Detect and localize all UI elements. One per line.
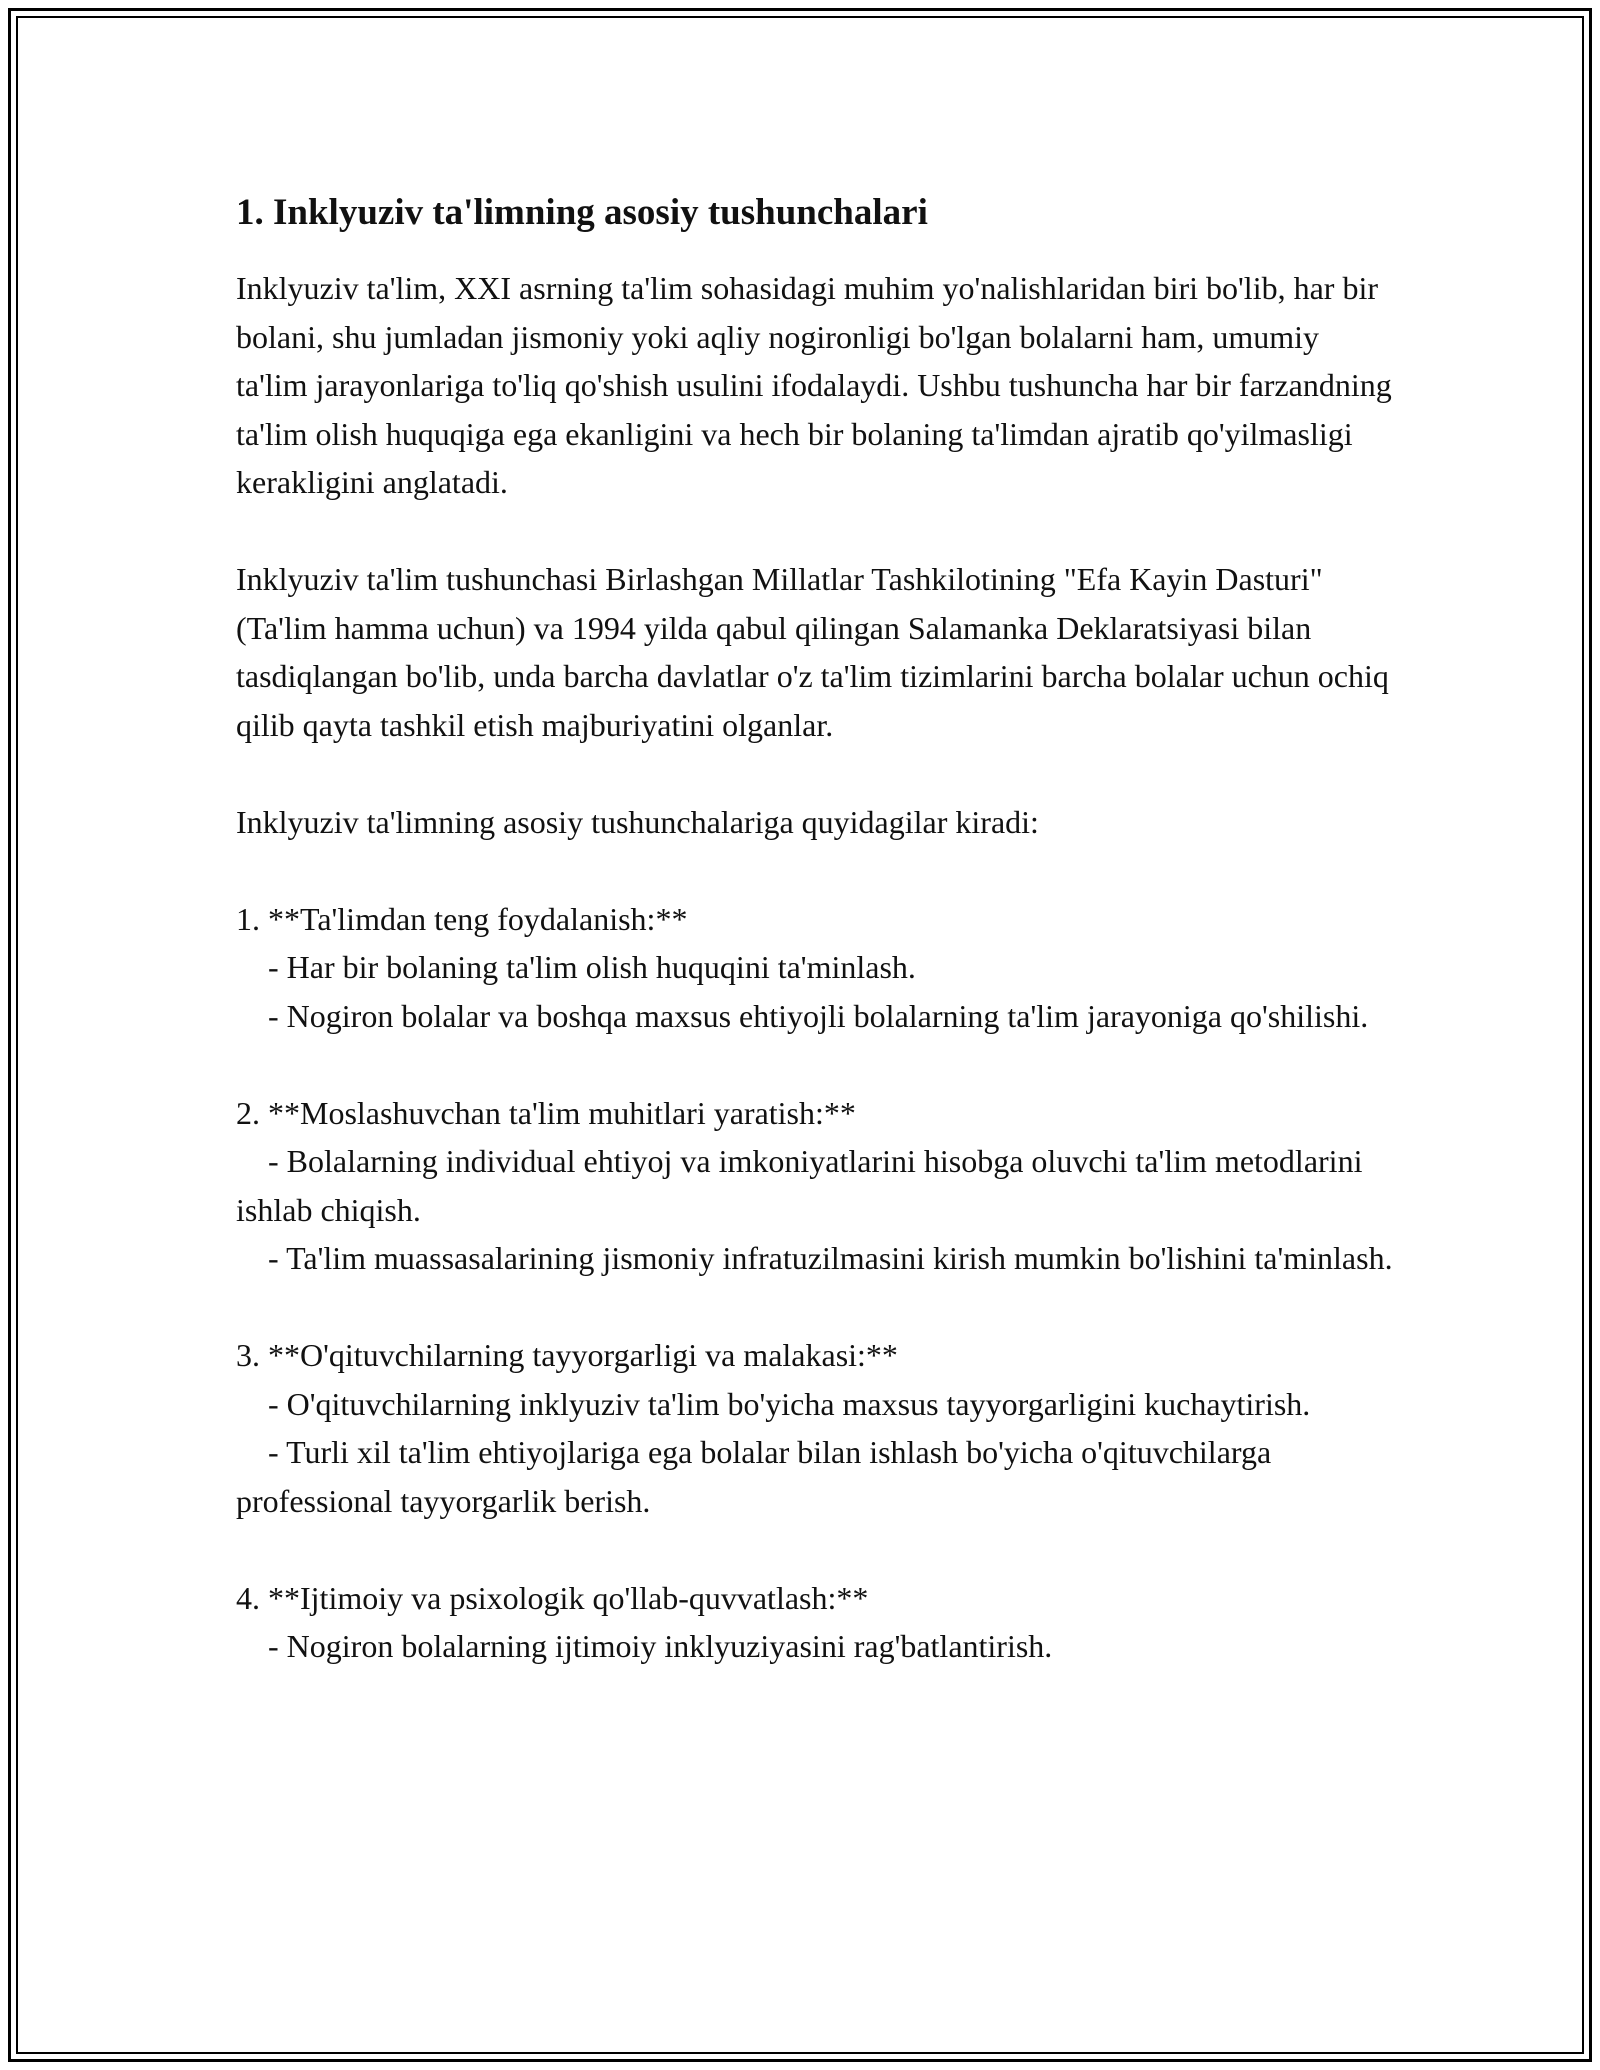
list-item: - Nogiron bolalarning ijtimoiy inklyuziyasini rag'batlantirish. xyxy=(236,1628,1053,1664)
concept-section-4 xyxy=(236,1574,1396,1671)
concept-section-3 xyxy=(236,1331,1396,1525)
paragraph-spacer xyxy=(236,1525,1396,1574)
list-item: - Turli xil ta'lim ehtiyojlariga ega bolalar bilan ishlash bo'yicha o'qituvchilarga professional tayyorgarlik berish. xyxy=(236,1434,1280,1519)
list-item: - Bolalarning individual ehtiyoj va imkoniyatlarini hisobga oluvchi ta'lim metodlarini ishlab chiqish. xyxy=(236,1143,1371,1228)
section-heading: 3. **O'qituvchilarning tayyorgarligi va malakasi:** xyxy=(236,1337,898,1373)
list-item: - Nogiron bolalar va boshqa maxsus ehtiyojli bolalarning ta'lim jarayoniga qo'shilishi. xyxy=(236,997,1369,1034)
concept-section-2 xyxy=(236,1089,1396,1283)
paragraph-spacer xyxy=(236,1283,1396,1332)
page-title: 1. Inklyuziv ta'limning asosiy tushunchalari xyxy=(236,192,928,233)
intro-paragraph: Inklyuziv ta'lim, XXI asrning ta'lim sohasidagi muhim yo'nalishlaridan biri bo'lib, har bir bolani, shu jumladan jismoniy yoki aqliy nogironligi bo'lgan bolalarni ham, umumiy ta'lim jarayonlariga to'liq qo'shish usulini ifodalaydi. Ushbu tushuncha har bir farzandning ta'lim olish huquqiga ega ekanligini va hech bir bolaning ta'limdan ajratib qo'yilmasligi kerakligini anglatadi. xyxy=(236,270,1392,500)
list-item: - O'qituvchilarning inklyuziv ta'lim bo'yicha maxsus tayyorgarligini kuchaytirish. xyxy=(236,1385,1311,1422)
paragraph-spacer xyxy=(236,507,1396,556)
list-item: - Ta'lim muassasalarining jismoniy infratuzilmasini kirish mumkin bo'lishini ta'minlash. xyxy=(236,1240,1393,1276)
document-body xyxy=(236,186,1396,1671)
list-intro-paragraph: Inklyuziv ta'limning asosiy tushunchalariga quyidagilar kiradi: xyxy=(236,803,1039,840)
list-item: - Har bir bolaning ta'lim olish huquqini ta'minlash. xyxy=(236,949,916,985)
section-heading: 2. **Moslashuvchan ta'lim muhitlari yaratish:** xyxy=(236,1094,856,1131)
paragraph-spacer xyxy=(236,749,1396,798)
section-heading: 4. **Ijtimoiy va psixologik qo'llab-quvvatlash:** xyxy=(236,1579,869,1616)
history-paragraph: Inklyuziv ta'lim tushunchasi Birlashgan Millatlar Tashkilotining "Efa Kayin Dasturi" (Ta'lim hamma uchun) va 1994 yilda qabul qilingan Salamanka Deklaratsiyasi bilan tasdiqlangan bo'lib, unda barcha davlatlar o'z ta'lim tizimlarini barcha bolalar uchun ochiq qilib qayta tashkil etish majburiyatini olganlar. xyxy=(236,561,1389,743)
paragraph-spacer xyxy=(236,1040,1396,1089)
paragraph-spacer xyxy=(236,846,1396,895)
concept-section-1 xyxy=(236,895,1396,1041)
section-heading: 1. **Ta'limdan teng foydalanish:** xyxy=(236,900,688,937)
